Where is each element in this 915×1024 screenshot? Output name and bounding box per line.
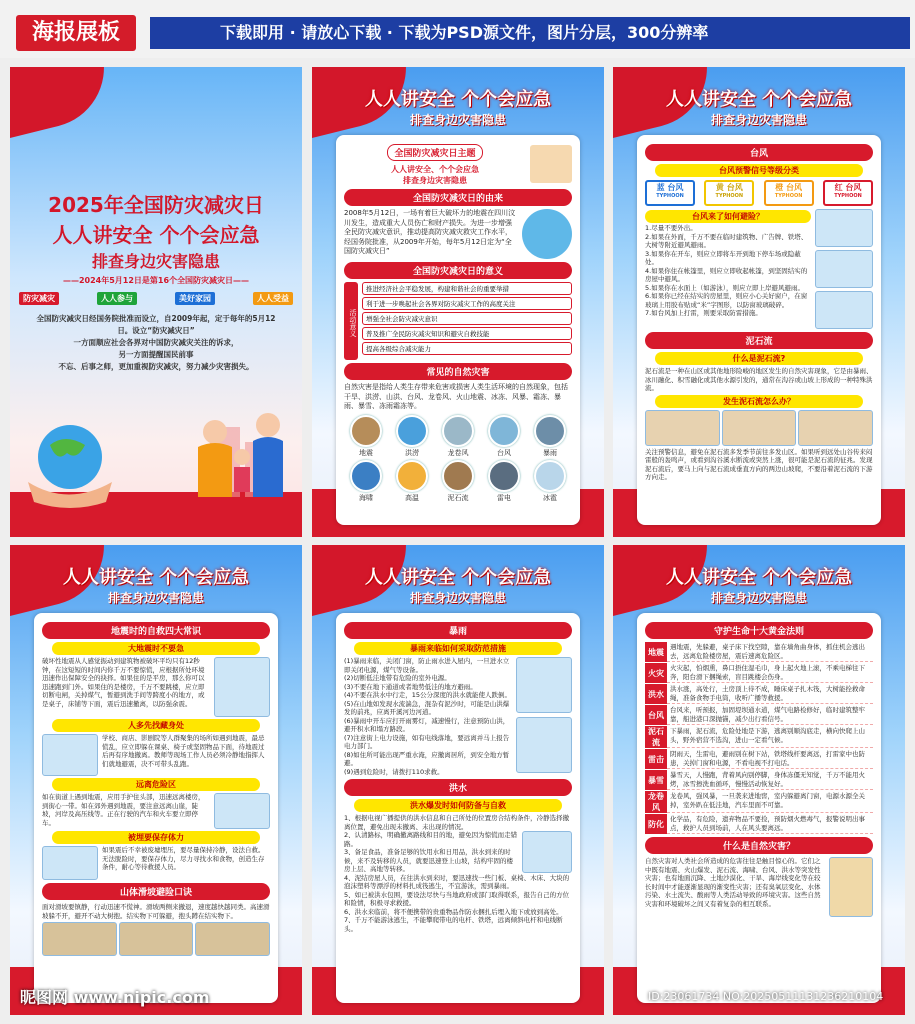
rule-row: [645, 705, 873, 725]
rain-tip: (5)在山地如发现水流湍急，混杂有泥沙时，可能是山洪爆发的前兆，应离开溪河边河道。: [344, 699, 510, 716]
hail-icon: [534, 460, 566, 492]
poster-illustration: [10, 387, 302, 537]
typhoon-tip: 3.如果你在开车，则应立即将车开到地下停车场或隐蔽处。: [645, 249, 801, 266]
rule-label: 泥石流: [645, 726, 667, 748]
rule-text: 龙卷风，强风暴，一旦袭来进地窖，室内躲避离门窗，电源水源全关掉，室外趴在低洼地，汽车里面不可靠。: [667, 791, 873, 813]
watermark: 昵图网 www.nipic.com: [20, 988, 210, 1007]
flood-tip: 5、如已被洪水包围，要设法尽快与当地政府或部门取得联系，报告自己的方位和险情，积极寻求救援。: [344, 890, 570, 907]
rainstorm-icon: [534, 415, 566, 447]
flood-tip: 2、认清路标，明确撤离路线和目的地，避免因为惊慌而走错路。: [344, 831, 518, 848]
theme-line-1: 人人讲安全、个个会应急: [391, 165, 479, 174]
typhoon-tip: 6.如果你已经在结实的房屋里，则应小心关好窗户，在窗玻璃上用胶布贴成“米”字图形，以防窗玻璃破碎。: [645, 292, 808, 309]
content-card: [336, 613, 580, 1003]
typhoon-tips-block: [645, 209, 873, 329]
poster-body-line: 全国防灾减灾日经国务院批准而设立，自2009年起，定于每年的5月12日。设立“防灾减灾日”: [36, 314, 276, 335]
flood-icon: [396, 415, 428, 447]
poster-body-line: 一方面顺应社会各界对中国防灾减灾关注的诉求，: [73, 338, 239, 347]
meaning-item: 增强全社会防灾减灾意识: [362, 312, 572, 325]
section-header: 全国防灾减灾日的由来: [344, 189, 572, 206]
panel-subtitle: 排查身边灾害隐患: [409, 591, 506, 605]
disaster-icon-grid: [344, 415, 572, 503]
content-card: [637, 613, 884, 1003]
rule-text: 下暴雨，泥石流，危险处地是下游，逃离别顺沟底走，横向快爬上山头，野外宿营不选沟，进山一定看气候。: [667, 726, 873, 748]
meaning-item: 推进经济社会平稳发展，构建和谐社会的重要举措: [362, 282, 572, 295]
section-header: 地震时的自救四大常识: [42, 622, 270, 639]
sub-header: 被埋要保存体力: [52, 831, 260, 844]
sub-header: 远离危险区: [52, 778, 260, 791]
typhoon-figure: [815, 209, 873, 247]
mudslide-figure: [645, 410, 720, 446]
mudslide-icon: [442, 460, 474, 492]
section-header: 泥石流: [645, 332, 873, 349]
sub-header: 发生泥石流怎么办？: [655, 395, 863, 408]
rule-label: 洪水: [645, 684, 667, 704]
disaster-icon: 雷电: [482, 460, 526, 503]
mudslide-figure: [798, 410, 873, 446]
tip-figure: [42, 846, 98, 880]
image-id: ID:23061734 NO:20250511131236210104: [648, 990, 884, 1003]
theme-line-2: 排查身边灾害隐患: [403, 176, 467, 185]
earthquake-tip-3: [42, 793, 270, 829]
meaning-item: 提高各级综合减灾能力: [362, 342, 572, 355]
flood-figure: [522, 831, 572, 873]
panel-subtitle: 排查身边灾害隐患: [710, 113, 807, 127]
tip-text: 如在街道上遇到地震，应用手护住头部，迅速远离楼房，到街心一带。如在郊外遇到地震，要注意远离山崖，陡坡，河岸及高压线等。正在行驶的汽车和火车要立即停车。: [42, 793, 205, 827]
rule-text: 台风来，听预报，加固堤坝通水道，煤气电路检修好，临时建筑整牢靠，船进港口深抛锚，减少出行看信号。: [667, 705, 873, 725]
rain-figures: [516, 657, 572, 773]
poster-date-line: ——2024年5月12日是第16个全国防灾减灾日——: [62, 276, 250, 285]
landslide-figures: [42, 922, 270, 956]
typhoon-warning-blue: 蓝 台风 TYPHOON: [645, 180, 695, 206]
origin-text: 2008年5月12日，一场有着巨大破坏力的地震在四川汶川发生，造成重大人员伤亡和财产损失。为进一步增强全民防灾减灾意识，推动提高防灾减灾救灾工作水平，经国务院批准，从2009年开始，每年5月12日定为“全国防灾减灾日”: [344, 209, 516, 255]
natural-disaster-figure: [829, 857, 873, 917]
origin-block: [344, 209, 572, 259]
panel-title: 人人讲安全 个个会应急: [62, 567, 250, 588]
mudslide-text: 泥石流是一种在山区或其他地形险峻的地区发生的自然灾害现象，它是由暴雨、冰川融化、积雪融化或其他水源引发的，通常在沟谷或山坡上形成的一种特殊洪流。: [645, 367, 873, 392]
rule-row: [645, 663, 873, 683]
poster-body: [30, 313, 282, 373]
disaster-icon: 泥石流: [436, 460, 480, 503]
tip-figure: [214, 657, 270, 717]
poster-panel-5: [312, 545, 604, 1015]
rule-row: [645, 770, 873, 790]
disaster-icon: 洪涝: [390, 415, 434, 458]
disaster-icon: 海啸: [344, 460, 388, 503]
rule-label: 防化: [645, 814, 667, 834]
content-card: [637, 135, 881, 525]
theme-text: [344, 141, 526, 186]
rule-row: [645, 814, 873, 834]
poster-title-2: 人人讲安全 个个会应急: [52, 223, 260, 247]
rule-text: 遇地震，先躲避，桌子床下找空隙，靠在墙角曲身体，抓住机会逃出去，远离危险楼房屋，震后速离危险区。: [667, 642, 873, 662]
panel-title: 人人讲安全 个个会应急: [364, 89, 552, 110]
rain-figure: [516, 657, 572, 713]
teacher-illustration: [530, 145, 572, 183]
rule-row: [645, 791, 873, 813]
flood-tips: [344, 831, 518, 874]
rain-tip: (1)暴雨来临，关闭门窗，防止雨水进入屋内，一旦进水立即关闭电源，煤气等设备。: [344, 657, 510, 674]
flood-tip: 1、根据电视广播提供的洪水信息和自己所处的位置房合结构条件，冷静选择撤离位置，避免出现未撤离、未出现的情况。: [344, 814, 570, 831]
panel-title: 人人讲安全 个个会应急: [364, 567, 552, 588]
meaning-label: 活动意义: [344, 282, 358, 360]
landslide-figure: [42, 922, 117, 956]
poster-tag: 美好家园: [175, 292, 215, 305]
flood-tip: 6、洪水来临前，将不便携带的贵重物品作防水捆扎后埋入地下或放到高处。: [344, 907, 563, 916]
typhoon-tip: 7.如台风加上打雷，则要采取防雷措施。: [645, 309, 762, 317]
tsunami-icon: [350, 460, 382, 492]
rain-tip: (9)遇到危险时，请拨打110求救。: [344, 767, 444, 776]
section-header: 全国防灾减灾日的意义: [344, 262, 572, 279]
earthquake-icon: [350, 415, 382, 447]
tip-text: 学校、商店、影剧院等人群聚集的场所如遇到地震，最忌慌乱，应立即躲在课桌、椅子或坚固物品下面，待地震过后再有序地撤离。教师等现场工作人员必须冷静地指挥人们就地避震，决不可带头乱跑。: [102, 734, 265, 768]
typhoon-figure: [815, 250, 873, 288]
rain-tip: (4)不要在洪水中行走，15公分深度的洪水就能使人跌倒。: [344, 691, 511, 699]
rule-row: [645, 726, 873, 748]
disaster-icon: 龙卷风: [436, 415, 480, 458]
poster-tag: 人人受益: [253, 292, 293, 305]
heat-icon: [396, 460, 428, 492]
poster-tags: [18, 291, 294, 306]
tornado-icon: [442, 415, 474, 447]
red-flag-decoration: [10, 67, 117, 140]
natural-disaster-block: [645, 857, 873, 917]
rule-row: [645, 749, 873, 769]
disaster-icon: 暴雨: [528, 415, 572, 458]
rule-label: 雷击: [645, 749, 667, 769]
tip-text: 如果震后不幸被废墟埋压，要尽量保持冷静，设法自救。无法脱险时，要保存体力，尽力寻找水和食物，创造生存条件，耐心等待救援人员。: [102, 846, 265, 871]
lightning-icon: [488, 460, 520, 492]
typhoon-tip: 4.如果你住在帐篷里，则应立即收起帐篷，到坚固结实的房屋中避风。: [645, 266, 808, 283]
typhoon-warning-yellow: 黄 台风 TYPHOON: [704, 180, 754, 206]
common-text: 自然灾害是指给人类生存带来危害或损害人类生活环境的自然现象，包括干旱、洪涝、山洪、台风、龙卷风、火山地震、冰冻、风暴、霜冻、暴雨、暴雪、冻雨霜冻等。: [344, 383, 568, 410]
disaster-icon: 台风: [482, 415, 526, 458]
disaster-icon: 冰雹: [528, 460, 572, 503]
section-header: 常见的自然灾害: [344, 363, 572, 380]
rule-text: 阴雨天，生雷电，避雨别在树下站，铁塔线杆要离远，打雷家中也防患，关掉门窗和电源，不看电视不打电话。: [667, 749, 873, 769]
rain-figure: [516, 717, 572, 773]
rain-tip: (6)暴雨中开车应打开雨雾灯，减速慢行，注意预防山洪，避开积水和塌方路段。: [344, 716, 510, 733]
mudslide-figure: [722, 410, 797, 446]
disaster-icon: 高温: [390, 460, 434, 503]
landslide-text: 面对滑坡要镇静，行动迅速不慌神。滑坡两侧来撤退，速度越快越同类。高速滑坡躲不开，避开不动大树抱。结实物下可躲避，抱头蹲在结实物下。: [42, 903, 270, 920]
meaning-item: 利于进一步唤起社会各界对防灾减灾工作的高度关注: [362, 297, 572, 310]
natural-disaster-text: 自然灾害对人类社会所造成的危害往往是触目惊心的。它们之中既有地震、火山爆发、泥石流、海啸、台风、洪水等突发性灾害；也有地面沉降、土地沙漠化、干旱、海岸线变化等在较长时间中才能逐渐显现的渐变性灾害；还有臭氧层变化、水体污染、水土流失、酸雨等人类活动导致的环境灾害。这些自然灾害和环境破坏之间又有着复杂的相互联系。: [645, 857, 821, 908]
panel-title: 人人讲安全 个个会应急: [665, 567, 853, 588]
rule-text: 化学品，有危险，遗弃物品不要捡，预防烟火燃毒气，报警说明出事点，救护人员到场前，人在风头要离远。: [667, 814, 873, 834]
sub-header: 台风来了如何避险？: [645, 210, 811, 223]
panel-subtitle: 排查身边灾害隐患: [409, 113, 506, 127]
rule-row: [645, 684, 873, 704]
rule-text: 暴雪天，人慢跑，背着风向别停脚，身体冻僵无知觉，千万不能用火烤，冰雪擦洗血循环，慢慢活动恢复好。: [667, 770, 873, 790]
tip-text: 破坏性地震从人感觉振动到建筑物被破坏平均只有12秒钟，在这短短的时间内你千万不要惊慌，应根据所处环境迅速作出保障安全的抉择。如果住的是平房，那么你可以迅速跑到门外。如果住的是楼房，千万不要跳楼，应立即切断电闸，关掉煤气，暂避到洗手间等跨度小的地方，或是桌子，床铺等下面，震后迅速撤离，以防强余震。: [42, 657, 205, 708]
rain-tip: (7)注意街上电力设施，如有电线落地，要远离并马上报告电力部门。: [344, 733, 510, 750]
typhoon-warning-signals: [645, 180, 873, 206]
panel-subtitle: 排查身边灾害隐患: [710, 591, 807, 605]
rule-label: 龙卷风: [645, 791, 667, 813]
earthquake-tip-1: [42, 657, 270, 717]
rain-tip: (8)如住所可能出现严重水淹，应撤离居所，到安全地方暂避。: [344, 750, 510, 767]
poster-panel-4: [10, 545, 302, 1015]
section-header: 守护生命十大黄金法则: [645, 622, 873, 639]
typhoon-tip: 2.如果在外面，千万不要在临时建筑物、广告牌、铁塔、大树等附近避风避雨。: [645, 232, 808, 249]
header-badge: 海报展板: [16, 15, 136, 51]
typhoon-tip: 5.如果你在水面上（如游泳），则应立即上岸避风避雨。: [645, 283, 804, 292]
typhoon-figures: [815, 209, 873, 329]
typhoon-warning-orange: 橙 台风 TYPHOON: [764, 180, 814, 206]
typhoon-tip: 1.尽量不要外出。: [645, 224, 697, 232]
poster-panel-1: [10, 67, 302, 537]
typhoon-warning-red: 红 台风 TYPHOON: [823, 180, 873, 206]
poster-body-line: 不忘、后事之师，更加重视防灾减灾，努力减少灾害损失。: [58, 362, 254, 371]
rule-text: 洪水涨，高处行，土房顶上待不成，睡床桌子扎木筏，大树能拴救命绳，准备食物手电筒，收听广播等救援。: [667, 684, 873, 704]
poster-panel-2: [312, 67, 604, 537]
poster-tag: 防灾减灾: [19, 292, 59, 305]
typhoon-figure: [815, 291, 873, 329]
rain-tips: [344, 657, 512, 776]
landslide-figure: [195, 922, 270, 956]
flood-tip: 4、泥结房屋人员，在往洪水到来时，要迅速找一些门板、桌椅、木床、大块的泡沫塑料等漂浮的材料扎成筏逃生，不宜游泳，需到暴雨。: [344, 873, 570, 890]
landslide-figure: [119, 922, 194, 956]
rule-label: 火灾: [645, 663, 667, 683]
sub-header: 人多先找藏身处: [52, 719, 260, 732]
header-banner: 下载即用 · 请放心下载 · 下载为PSD源文件，图片分层，300分辨率: [150, 17, 910, 49]
earthquake-tip-4: [42, 846, 270, 880]
mudslide-tips: 关注预警信息，避免在泥石流多发季节前往多发山区。如果听到远处山谷传来闷雷般的轰鸣声，或看到沟谷溪水断流或突然上涨，很可能是泥石流的征兆。发现泥石流后，要马上向与泥石流成垂直方向的两边山坡爬，不要沿着泥石流的下游方向走。: [645, 447, 873, 481]
content-card: [34, 613, 278, 1003]
typhoon-tips: [645, 209, 811, 318]
poster-tag: 人人参与: [97, 292, 137, 305]
poster-title-1: 2025年全国防灾减灾日: [48, 193, 264, 217]
sub-header: 什么是泥石流?: [655, 352, 863, 365]
rain-tips-block: [344, 657, 572, 776]
earthquake-tip-2: [42, 734, 270, 776]
panel-subtitle: 排查身边灾害隐患: [107, 591, 204, 605]
header-bar: [0, 0, 915, 58]
section-header: 什么是自然灾害？: [645, 837, 873, 854]
poster-panel-3: [613, 67, 905, 537]
rule-label: 暴雪: [645, 770, 667, 790]
section-header: 洪水: [344, 779, 572, 796]
section-header: 山体滑坡避险口诀: [42, 883, 270, 900]
sub-header: 大地震时不要急: [52, 642, 260, 655]
sub-header: 洪水爆发时如何防备与自救: [354, 799, 562, 812]
meaning-item: 普及推广全民防灾减灾知识和避灾自救技能: [362, 327, 572, 340]
tip-figure: [214, 793, 270, 829]
poster-body-line: 另一方面提醒国民前事: [118, 350, 194, 359]
flood-tip: 3、备足食品，准备足够的饮用水和日用品，洪水到来的时候，来不及转移的人员，就要迅速登上山坡，结构牢固的楼房上层、高地等转移。: [344, 848, 513, 873]
globe-illustration: [522, 209, 572, 259]
rule-label: 台风: [645, 705, 667, 725]
rule-label: 地震: [645, 642, 667, 662]
theme-title: 全国防灾减灾日主题: [387, 144, 482, 161]
rain-tip: (2)切断低洼地带有危险的室外电源。: [344, 674, 451, 682]
sub-header: 暴雨来临如何采取防范措施: [354, 642, 562, 655]
poster-panel-6: [613, 545, 905, 1015]
section-header: 暴雨: [344, 622, 572, 639]
flood-tips-block: [344, 831, 572, 874]
rain-tip: (3)不要在地下通道或者地势低洼的地方避雨。: [344, 682, 477, 691]
theme-block: [344, 141, 572, 186]
section-header: 台风: [645, 144, 873, 161]
meaning-block: [344, 282, 572, 360]
poster-title-3: 排查身边灾害隐患: [91, 252, 220, 271]
typhoon-icon: [488, 415, 520, 447]
panel-title: 人人讲安全 个个会应急: [665, 89, 853, 110]
tip-figure: [42, 734, 98, 776]
mudslide-figures: [645, 410, 873, 446]
sub-header: 台风预警信号等级分类: [655, 164, 863, 177]
content-card: [336, 135, 580, 525]
rule-text: 火灾起，怕烟熏，鼻口捂住湿毛巾，身上起火地上滚，不乘电梯往下奔，阳台滑下捆绳索，盲目跳楼会伤身。: [667, 663, 873, 683]
flood-tip: 7、千万不能游泳逃生，不能攀爬带电的电杆、铁塔，远离倾斜电杆和电线断头。: [344, 916, 563, 933]
meaning-list: [362, 282, 572, 355]
disaster-icon: 地震: [344, 415, 388, 458]
rule-row: [645, 642, 873, 662]
